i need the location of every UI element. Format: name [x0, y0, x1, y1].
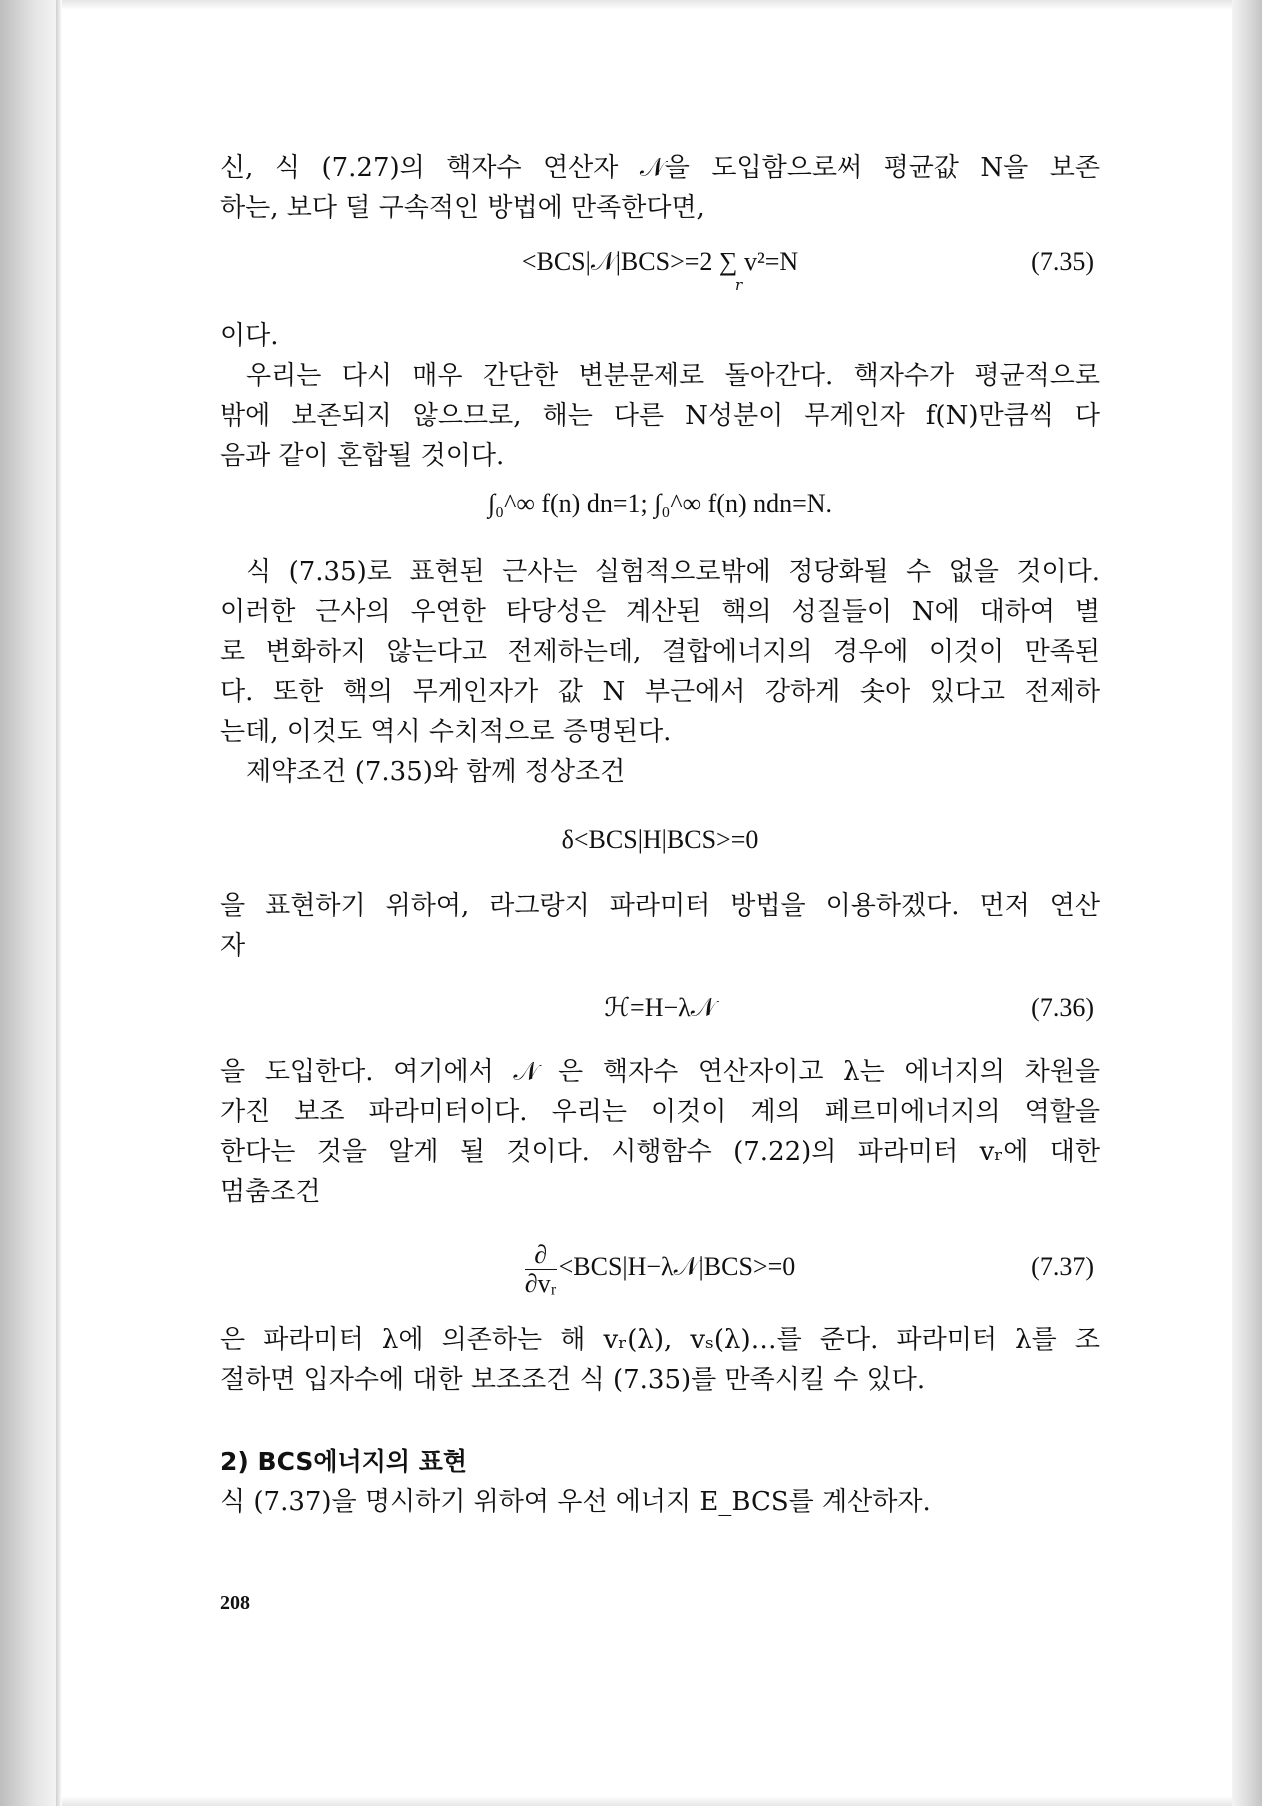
- text-line: 절하면 입자수에 대한 보조조건 식 (7.35)를 만족시킬 수 있다.: [220, 1365, 926, 1395]
- text-line: 자: [220, 931, 246, 961]
- text-line: 하는, 보다 덜 구속적인 방법에 만족한다면,: [220, 193, 705, 223]
- equation-number: (7.36): [1031, 993, 1094, 1022]
- equation-body-wrap: [220, 1236, 1100, 1298]
- equation-body: ∫₀^∞ f(n) dn=1; ∫₀^∞ f(n) ndn=N.: [487, 489, 833, 518]
- text-line: 한다는 것을 알게 될 것이다. 시행함수 (7.22)의 파라미터 vᵣ에 대한: [220, 1137, 1100, 1167]
- text-line: 멈춤조건: [220, 1177, 321, 1207]
- text-line: 음과 같이 혼합될 것이다.: [220, 441, 505, 471]
- sum-index: r: [735, 276, 743, 294]
- equation-number: (7.37): [1031, 1252, 1094, 1281]
- book-edge-top: [62, 0, 1232, 10]
- text-line: 가진 보조 파라미터이다. 우리는 이것이 계의 페르미에너지의 역할을: [220, 1097, 1100, 1127]
- equation-body: ℋ=H−λ𝒩: [604, 993, 716, 1022]
- equation-7-37: [220, 1236, 1100, 1298]
- page-body: [220, 148, 1100, 1522]
- text-line: 제약조건 (7.35)와 함께 정상조건: [246, 757, 626, 787]
- book-edge-right: [1232, 0, 1262, 1806]
- text-line: 밖에 보존되지 않으므로, 해는 다른 N성분이 무게인자 f(N)만큼씩 다: [220, 401, 1100, 431]
- text-line: 우리는 다시 매우 간단한 변분문제로 돌아간다. 핵자수가 평균적으로: [246, 361, 1100, 391]
- sum-index-row: [220, 276, 1100, 302]
- equation-7-35: [220, 242, 1100, 282]
- equation-body: <BCS|H−λ𝒩|BCS>=0: [558, 1252, 796, 1281]
- partial-fraction: [525, 1241, 557, 1298]
- text-line: 식 (7.35)로 표현된 근사는 실험적으로밖에 정당화될 수 없을 것이다.: [246, 557, 1100, 587]
- equation-7-36: [220, 988, 1100, 1028]
- text-line: 신, 식 (7.27)의 핵자수 연산자 𝒩을 도입함으로써 평균값 N을 보존: [220, 153, 1100, 183]
- text-line: 이러한 근사의 우연한 타당성은 계산된 핵의 성질들이 N에 대하여 별: [220, 597, 1100, 627]
- page-number: 208: [220, 1592, 250, 1614]
- text-line: 식 (7.37)을 명시하기 위하여 우선 에너지 E_BCS를 계산하자.: [220, 1487, 931, 1517]
- equation-variation: [220, 820, 1100, 860]
- fraction-numerator: ∂: [534, 1239, 548, 1269]
- section-heading: 2) BCS에너지의 표현: [220, 1447, 468, 1476]
- equation-body: <BCS|𝒩|BCS>=2 ∑ v²=N: [521, 247, 799, 276]
- text-line: 로 변화하지 않는다고 전제하는데, 결합에너지의 경우에 이것이 만족된: [220, 637, 1100, 667]
- fraction-denominator: ∂vᵣ: [524, 1268, 557, 1298]
- text-line: 이다.: [220, 321, 279, 351]
- text-line: 을 도입한다. 여기에서 𝒩 은 핵자수 연산자이고 λ는 에너지의 차원을: [220, 1057, 1100, 1087]
- book-edge-bottom: [62, 1796, 1232, 1806]
- text-line: 는데, 이것도 역시 수치적으로 증명된다.: [220, 717, 672, 747]
- equation-number: (7.35): [1031, 247, 1094, 276]
- text-line: 은 파라미터 λ에 의존하는 해 vᵣ(λ), vₛ(λ)…를 준다. 파라미터 λ를 조: [220, 1325, 1100, 1355]
- text-line: 을 표현하기 위하여, 라그랑지 파라미터 방법을 이용하겠다. 먼저 연산: [220, 891, 1100, 921]
- text-line: 다. 또한 핵의 무게인자가 값 N 부근에서 강하게 솟아 있다고 전제하: [220, 677, 1100, 707]
- equation-integral: [220, 476, 1100, 532]
- book-edge-left: [0, 0, 62, 1806]
- equation-body: δ<BCS|H|BCS>=0: [561, 825, 759, 854]
